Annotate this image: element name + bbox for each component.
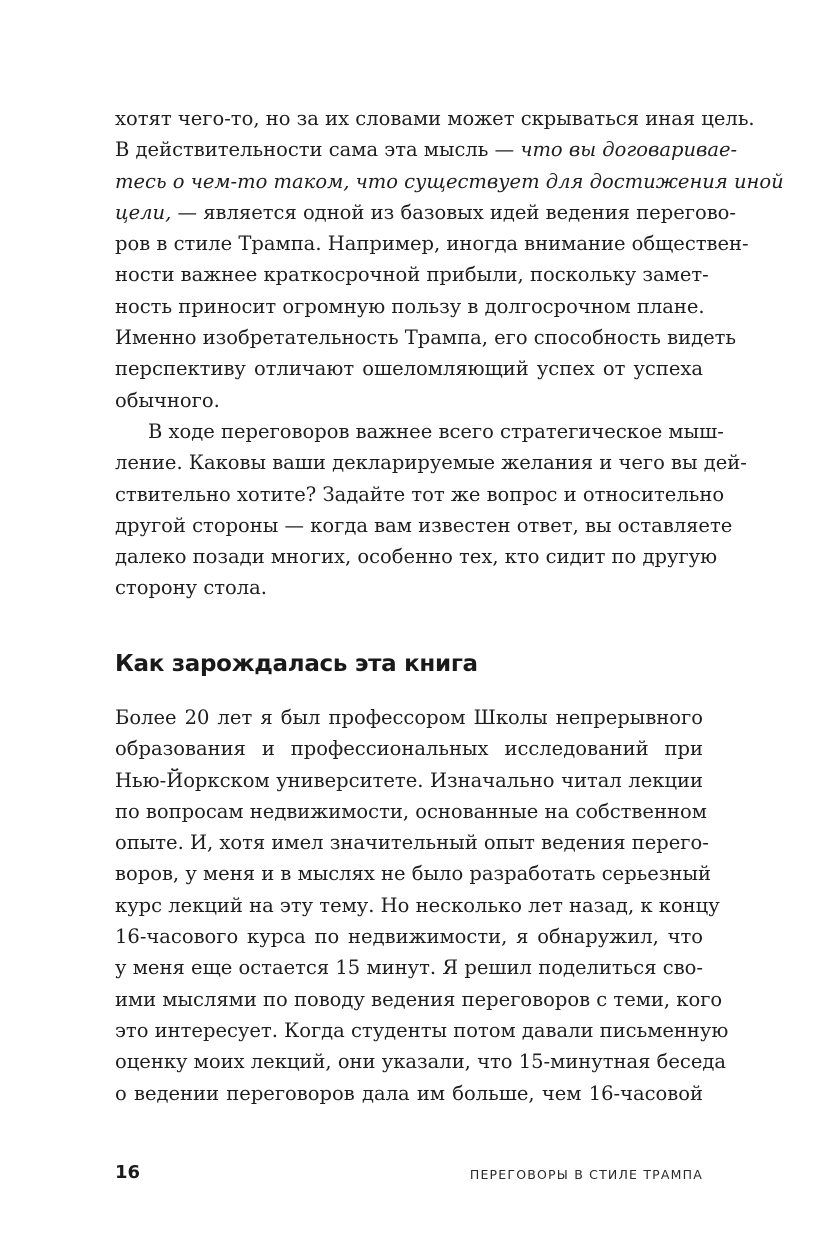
- section-body: [115, 702, 729, 1109]
- text-line: сторону стола.: [115, 576, 268, 600]
- text-line: по вопросам недвижимости, основанные на собственном: [115, 799, 707, 823]
- paragraph-1: [115, 103, 784, 416]
- italic-segment: цели,: [115, 200, 172, 224]
- text-line: курс лекций на эту тему. Но несколько лет назад, к концу: [115, 893, 720, 917]
- text-segment: В действительности сама эта мысль —: [115, 138, 521, 162]
- text-line: [115, 134, 738, 165]
- text-line: Нью-Йоркском университете. Изначально читал лекции: [115, 768, 703, 792]
- text-line: хотят чего-то, но за их словами может скрываться иная цель.: [115, 107, 755, 130]
- running-title: ПЕРЕГОВОРЫ В СТИЛЕ ТРАМПА: [469, 1167, 703, 1182]
- paragraph-2: [115, 416, 747, 604]
- text-line: ствительно хотите? Задайте тот же вопрос и относительно: [115, 482, 725, 506]
- text-line: опыте. И, хотя имел значительный опыт ведения перего-: [115, 831, 709, 855]
- section-heading: Как зарождалась эта книга: [115, 651, 478, 677]
- text-line: ность приносит огромную пользу в долгосрочном плане.: [115, 294, 705, 318]
- italic-segment: тесь о чем-то таком, что существует для достижения иной: [115, 169, 784, 193]
- page-footer: [115, 1162, 703, 1192]
- page-number: 16: [115, 1162, 141, 1183]
- book-page: [115, 103, 784, 1105]
- text-segment: — является одной из базовых идей ведения перегово-: [171, 200, 737, 224]
- text-line: далеко позади многих, особенно тех, кто сидит по другую: [115, 545, 718, 569]
- text-line: ности важнее краткосрочной прибыли, поскольку замет-: [115, 263, 709, 287]
- text-line: о ведении переговоров дала им больше, чем 16-часовой: [115, 1081, 703, 1105]
- text-line: ление. Каковы ваши декларируемые желания и чего вы дей-: [115, 451, 747, 475]
- text-line: воров, у меня и в мыслях не было разработать серьезный: [115, 862, 711, 886]
- text-line: ими мыслями по поводу ведения переговоров с теми, кого: [115, 987, 723, 1011]
- paragraph-3: [115, 702, 729, 1109]
- text-line: [115, 197, 737, 228]
- text-line: 16-часового курса по недвижимости, я обнаружил, что: [115, 925, 703, 949]
- text-line: у меня еще остается 15 минут. Я решил поделиться сво-: [115, 956, 703, 980]
- text-line: Именно изобретательность Трампа, его способность видеть: [115, 326, 737, 350]
- text-line: оценку моих лекций, они указали, что 15-минутная беседа: [115, 1050, 727, 1074]
- text-line: другой стороны — когда вам известен ответ, вы оставляете: [115, 513, 733, 537]
- text-line: В ходе переговоров важнее всего стратегическое мыш-: [148, 419, 724, 443]
- text-line: Более 20 лет я был профессором Школы непрерывного: [115, 706, 703, 729]
- text-line: это интересует. Когда студенты потом давали письменную: [115, 1018, 729, 1042]
- italic-segment: что вы договаривае-: [520, 138, 738, 162]
- text-line: перспективу отличают ошеломляющий успех от успеха: [115, 357, 703, 381]
- text-line: обычного.: [115, 388, 220, 412]
- text-line: ров в стиле Трампа. Например, иногда внимание обществен-: [115, 232, 749, 256]
- text-line: образования и профессиональных исследований при: [115, 737, 703, 761]
- text-line: [115, 166, 784, 197]
